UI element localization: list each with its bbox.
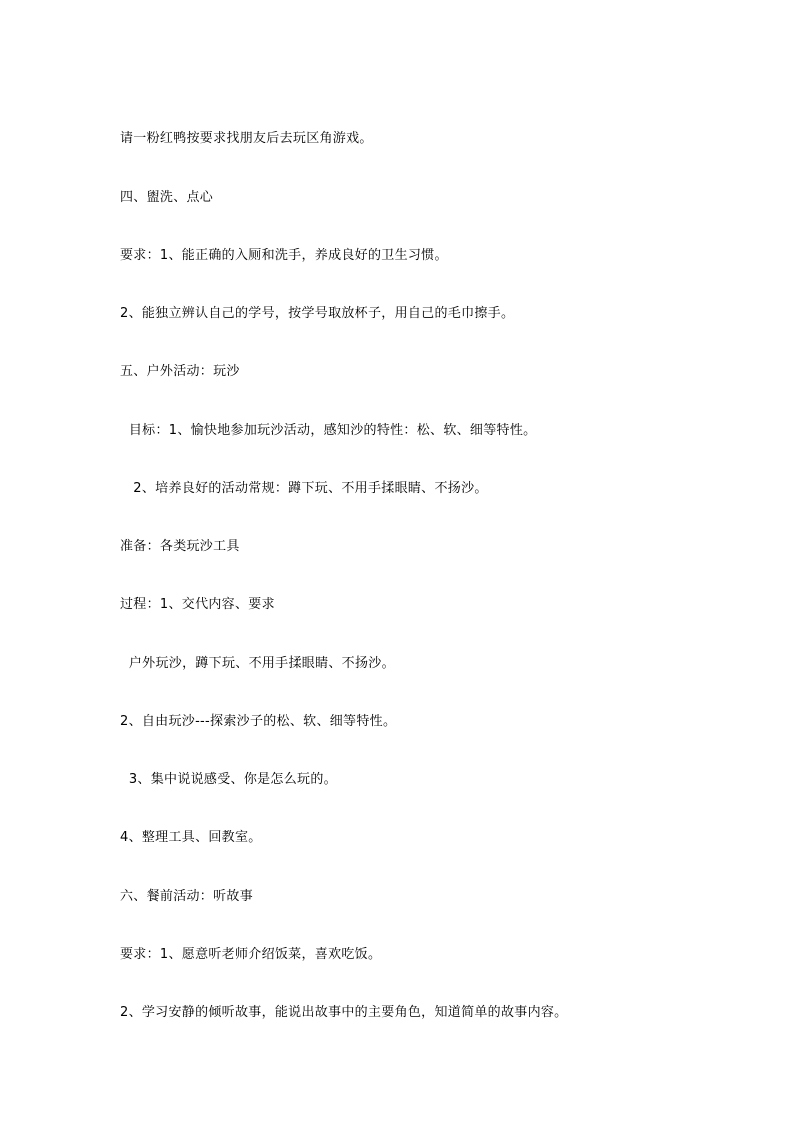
text-line: 过程：1、交代内容、要求 bbox=[120, 597, 275, 612]
text-line: 3、集中说说感受、你是怎么玩的。 bbox=[120, 772, 337, 787]
text-line: 户外玩沙，蹲下玩、不用手揉眼睛、不扬沙。 bbox=[120, 656, 395, 671]
text-line: 请一粉红鸭按要求找朋友后去玩区角游戏。 bbox=[120, 131, 373, 146]
text-line: 2、学习安静的倾听故事，能说出故事中的主要角色，知道简单的故事内容。 bbox=[120, 1005, 568, 1020]
text-line: 4、整理工具、回教室。 bbox=[120, 830, 262, 845]
text-line: 准备：各类玩沙工具 bbox=[120, 539, 240, 554]
text-line: 2、自由玩沙---探索沙子的松、软、细等特性。 bbox=[120, 714, 397, 729]
text-line: 要求：1、愿意听老师介绍饭菜，喜欢吃饭。 bbox=[120, 947, 382, 962]
section-heading: 四、盥洗、点心 bbox=[120, 190, 214, 205]
text-line: 2、能独立辨认自己的学号，按学号取放杯子，用自己的毛巾擦手。 bbox=[120, 306, 515, 321]
section-heading: 六、餐前活动：听故事 bbox=[120, 889, 254, 904]
text-line: 要求：1、能正确的入厕和洗手，养成良好的卫生习惯。 bbox=[120, 248, 448, 263]
section-heading: 五、户外活动：玩沙 bbox=[120, 364, 240, 379]
text-line: 目标：1、愉快地参加玩沙活动，感知沙的特性：松、软、细等特性。 bbox=[120, 423, 537, 438]
text-line: 2、培养良好的活动常规：蹲下玩、不用手揉眼睛、不扬沙。 bbox=[120, 481, 488, 496]
